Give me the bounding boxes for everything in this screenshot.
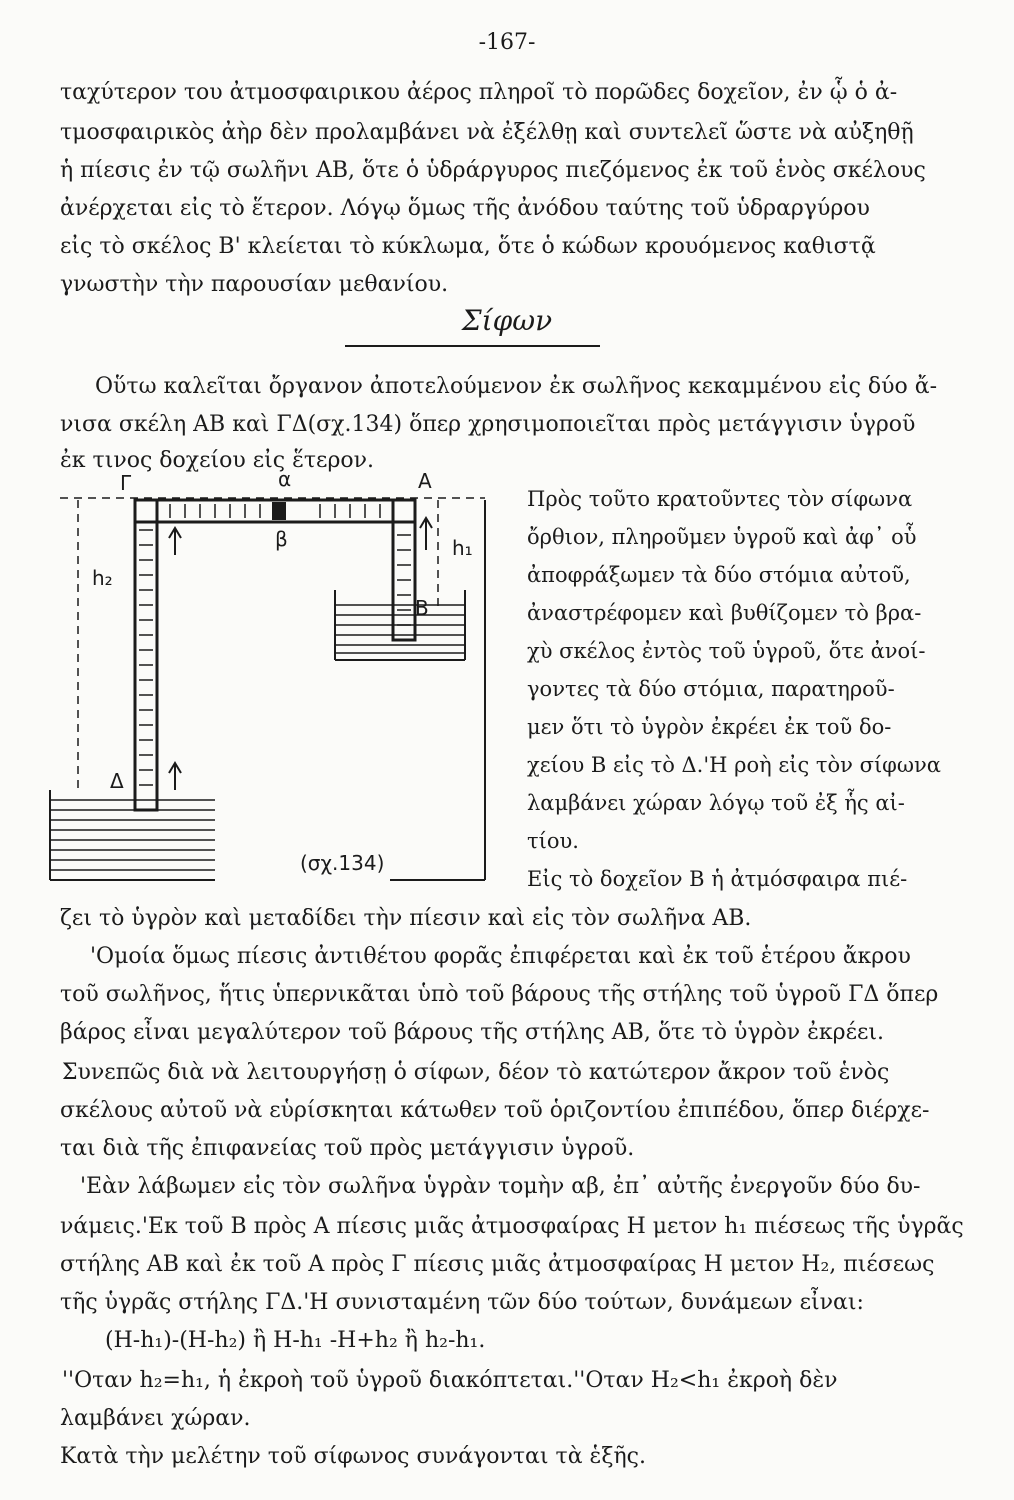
text-line: τῆς ὑγρᾶς στήλης ΓΔ.'Η συνισταμένη τῶν δύο τούτων, δυνάμεων εἶναι: <box>60 1290 864 1315</box>
siphon-figure <box>40 470 530 890</box>
text-line: Πρὸς τοῦτο κρατοῦντες τὸν σίφωνα <box>527 487 913 511</box>
label-delta: Δ <box>110 769 124 793</box>
text-line: ἡ πίεσις ἐν τῷ σωλῆνι ΑΒ, ὅτε ὁ ὑδράργυρος πιεζόμενος ἐκ τοῦ ἑνὸς σκέλους <box>60 158 926 183</box>
label-beta: β <box>275 527 288 551</box>
text-line: γοντες τὰ δύο στόμια, παρατηροῦ- <box>527 677 895 701</box>
label-alpha: α <box>278 470 292 491</box>
text-line: Οὕτω καλεῖται ὄργανον ἀποτελούμενον ἐκ σωλῆνος κεκαμμένου εἰς δύο ἄ- <box>95 374 938 399</box>
label-A: Α <box>418 470 432 493</box>
page-number: -167- <box>478 30 536 55</box>
text-line: νάμεις.'Εκ τοῦ Β πρὸς Α πίεσις μιᾶς ἀτμοσφαίρας Η μετον h₁ πιέσεως τῆς ὑγρᾶς <box>60 1214 964 1239</box>
text-line: Εἰς τὸ δοχεῖον Β ἡ ἀτμόσφαιρα πιέ- <box>527 867 908 891</box>
text-line: βάρος εἶναι μεγαλύτερον τοῦ βάρους τῆς στήλης ΑΒ, ὅτε τὸ ὑγρὸν ἐκρέει. <box>60 1020 885 1045</box>
equation: (Η-h₁)-(Η-h₂) ἢ Η-h₁ -Η+h₂ ἢ h₂-h₁. <box>105 1328 486 1353</box>
text-line: γνωστὴν τὴν παρουσίαν μεθανίου. <box>60 272 449 297</box>
section-title: Σίφων <box>461 304 553 337</box>
text-line: στήλης ΑΒ καὶ ἐκ τοῦ Α πρὸς Γ πίεσις μιᾶς ἀτμοσφαίρας Η μετον H₂, πιέσεως <box>60 1252 935 1277</box>
text-line: ἐκ τινος δοχείου εἰς ἕτερον. <box>60 448 374 473</box>
text-line: Κατὰ τὴν μελέτην τοῦ σίφωνος συνάγονται τὰ ἑξῆς. <box>60 1444 646 1469</box>
label-gamma: Γ <box>120 471 132 495</box>
text-line: ἀναστρέφομεν καὶ βυθίζομεν τὸ βρα- <box>527 601 922 625</box>
text-line: τίου. <box>527 829 579 853</box>
text-line: σκέλους αὐτοῦ νὰ εὑρίσκηται κάτωθεν τοῦ ὁριζοντίου ἐπιπέδου, ὅπερ διέρχε- <box>60 1098 930 1123</box>
figure-caption: (σχ.134) <box>300 851 385 875</box>
label-h2: h₂ <box>92 566 113 590</box>
title-underline <box>345 345 600 347</box>
text-line: χὺ σκέλος ἐντὸς τοῦ ὑγροῦ, ὅτε ἀνοί- <box>527 639 926 663</box>
text-line: ἀνέρχεται εἰς τὸ ἕτερον. Λόγῳ ὅμως τῆς ἀνόδου ταύτης τοῦ ὑδραργύρου <box>60 196 870 221</box>
text-line: λαμβάνει χώραν λόγῳ τοῦ ἐξ ἧς αἰ- <box>527 791 905 815</box>
text-line: ζει τὸ ὑγρὸν καὶ μεταδίδει τὴν πίεσιν καὶ εἰς τὸν σωλῆνα ΑΒ. <box>60 906 752 931</box>
text-line: ται διὰ τῆς ἐπιφανείας τοῦ πρὸς μετάγγισιν ὑγροῦ. <box>60 1136 635 1161</box>
text-line: ταχύτερον του ἀτμοσφαιρικου ἀέρος πληροῖ τὸ πορῶδες δοχεῖον, ἐν ᾧ ὁ ἀ- <box>60 80 898 105</box>
text-line: Συνεπῶς διὰ νὰ λειτουργήσῃ ὁ σίφων, δέον τὸ κατώτερον ἄκρον τοῦ ἑνὸς <box>62 1060 890 1085</box>
text-line: ὄρθιον, πληροῦμεν ὑγροῦ καὶ ἀφ᾽ οὗ <box>527 525 917 549</box>
text-line: χείου Β εἰς τὸ Δ.'Η ροὴ εἰς τὸν σίφωνα <box>527 753 941 777</box>
text-line: 'Εὰν λάβωμεν εἰς τὸν σωλῆνα ὑγρὰν τομὴν αβ, ἐπ᾽ αὐτῆς ἐνεργοῦν δύο δυ- <box>80 1174 921 1199</box>
label-h1: h₁ <box>452 536 473 560</box>
text-line: τμοσφαιρικὸς ἀὴρ δὲν προλαμβάνει νὰ ἐξέλθῃ καὶ συντελεῖ ὥστε νὰ αὐξηθῇ <box>60 120 914 145</box>
text-line: νισα σκέλη ΑΒ καὶ ΓΔ(σχ.134) ὅπερ χρησιμοποιεῖται πρὸς μετάγγισιν ὑγροῦ <box>60 412 916 437</box>
text-line: λαμβάνει χώραν. <box>60 1406 251 1431</box>
text-line: ''Οταν h₂=h₁, ἡ ἐκροὴ τοῦ ὑγροῦ διακόπτεται.''Οταν H₂<h₁ ἐκροὴ δὲν <box>62 1368 838 1393</box>
label-B: Β <box>415 596 429 620</box>
text-line: ἀποφράξωμεν τὰ δύο στόμια αὐτοῦ, <box>527 563 911 587</box>
text-line: τοῦ σωλῆνος, ἥτις ὑπερνικᾶται ὑπὸ τοῦ βάρους τῆς στήλης τοῦ ὑγροῦ ΓΔ ὅπερ <box>60 982 939 1007</box>
siphon-diagram <box>40 470 530 890</box>
text-line: 'Ομοία ὅμως πίεσις ἀντιθέτου φορᾶς ἐπιφέρεται καὶ ἐκ τοῦ ἑτέρου ἄκρου <box>90 944 911 969</box>
text-line: εἰς τὸ σκέλος Β' κλείεται τὸ κύκλωμα, ὅτε ὁ κώδων κρουόμενος καθιστᾷ <box>60 234 876 259</box>
text-line: μεν ὅτι τὸ ὑγρὸν ἐκρέει ἐκ τοῦ δο- <box>527 715 892 739</box>
